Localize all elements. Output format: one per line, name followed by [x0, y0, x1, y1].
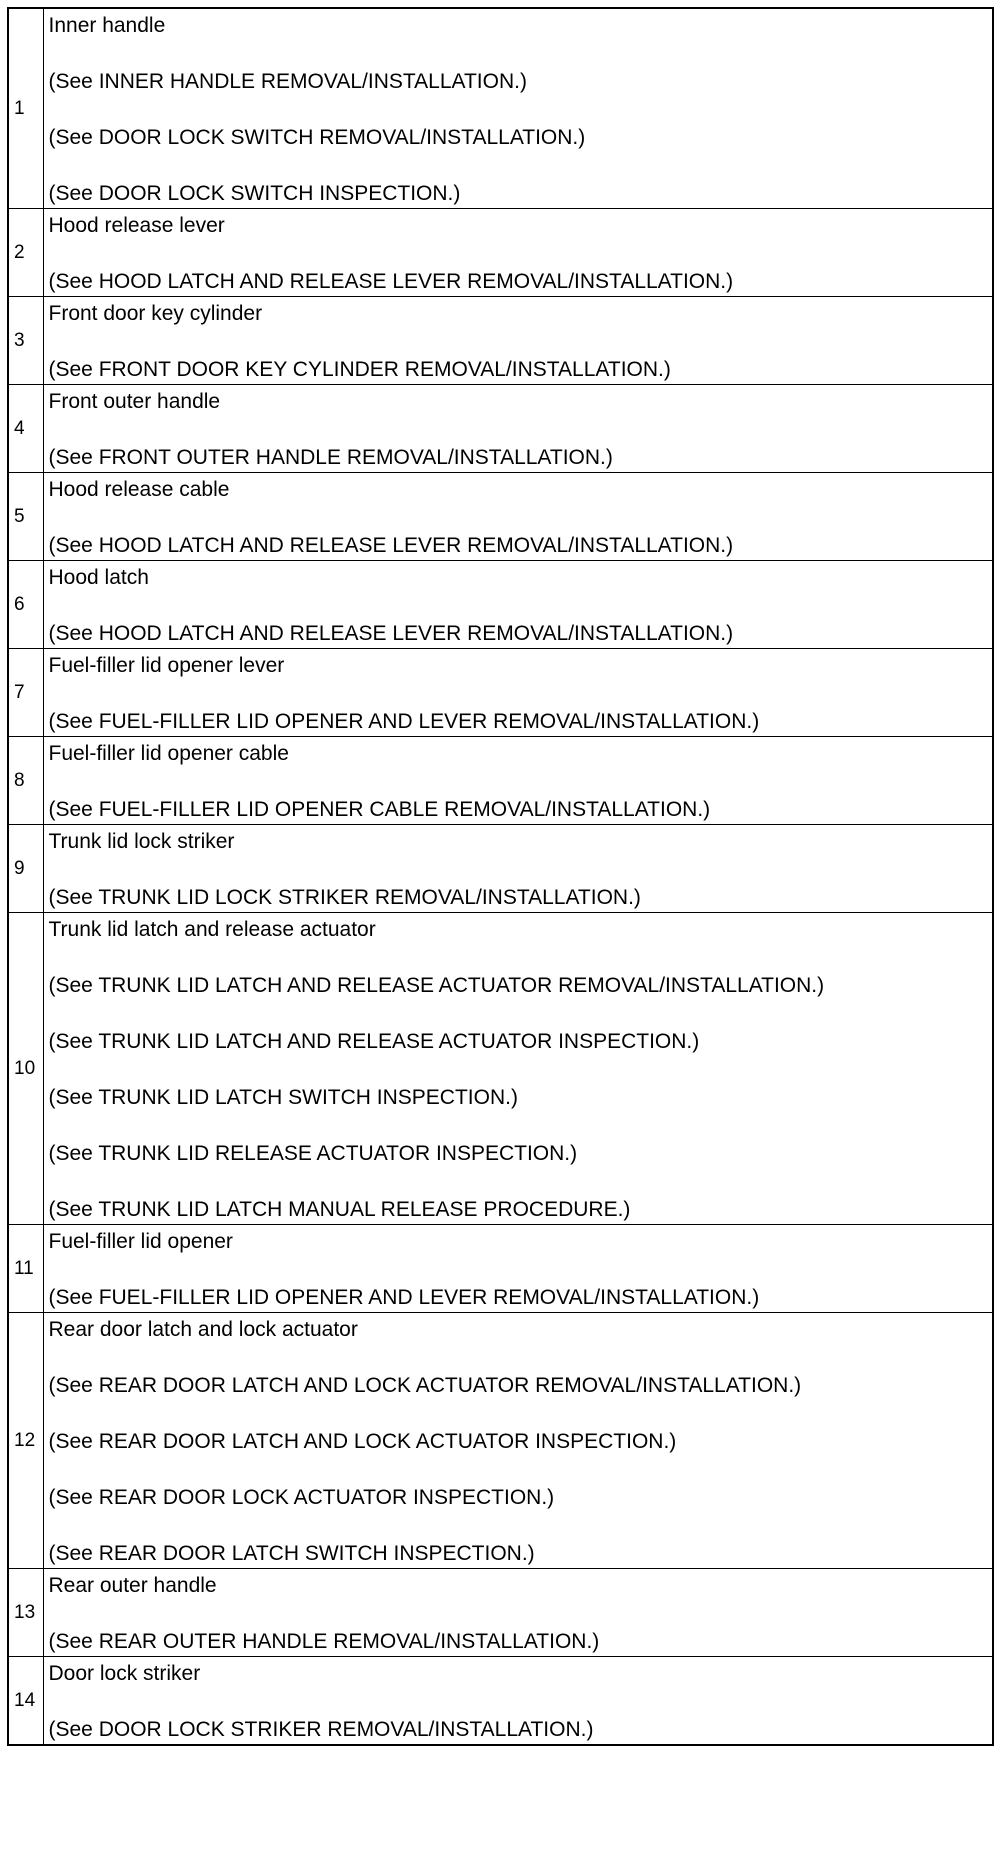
item-description: [43, 561, 993, 649]
component-name: Trunk lid latch and release actuator: [48, 918, 376, 941]
table-row: [8, 1569, 993, 1657]
item-number: 4: [8, 385, 43, 473]
component-name: Inner handle: [48, 14, 166, 37]
table-row: [8, 1657, 993, 1746]
procedure-reference[interactable]: (See HOOD LATCH AND RELEASE LEVER REMOVAL/INSTALLATION.): [48, 270, 734, 293]
procedure-reference[interactable]: (See HOOD LATCH AND RELEASE LEVER REMOVAL/INSTALLATION.): [48, 622, 734, 645]
item-number: 7: [8, 649, 43, 737]
table-row: [8, 385, 993, 473]
table-row: [8, 209, 993, 297]
procedure-reference[interactable]: (See TRUNK LID RELEASE ACTUATOR INSPECTION.): [48, 1142, 578, 1165]
item-number: 14: [8, 1657, 43, 1746]
item-number: 9: [8, 825, 43, 913]
procedure-reference[interactable]: (See HOOD LATCH AND RELEASE LEVER REMOVAL/INSTALLATION.): [48, 534, 734, 557]
procedure-reference[interactable]: (See REAR DOOR LATCH AND LOCK ACTUATOR REMOVAL/INSTALLATION.): [48, 1374, 802, 1397]
component-name: Trunk lid lock striker: [48, 830, 235, 853]
item-description: [43, 737, 993, 825]
item-description: [43, 825, 993, 913]
component-name: Front door key cylinder: [48, 302, 263, 325]
component-name: Fuel-filler lid opener cable: [48, 742, 289, 765]
procedure-reference[interactable]: (See TRUNK LID LATCH SWITCH INSPECTION.): [48, 1086, 518, 1109]
procedure-reference[interactable]: (See FUEL-FILLER LID OPENER CABLE REMOVAL/INSTALLATION.): [48, 798, 711, 821]
item-description: [43, 1657, 993, 1746]
component-name: Door lock striker: [48, 1662, 201, 1685]
item-number: 2: [8, 209, 43, 297]
component-index-table: [7, 7, 994, 1746]
item-description: [43, 297, 993, 385]
procedure-reference[interactable]: (See TRUNK LID LATCH AND RELEASE ACTUATOR INSPECTION.): [48, 1030, 700, 1053]
procedure-reference[interactable]: (See FRONT OUTER HANDLE REMOVAL/INSTALLATION.): [48, 446, 613, 469]
item-description: [43, 8, 993, 209]
item-description: [43, 913, 993, 1225]
procedure-reference[interactable]: (See REAR DOOR LATCH AND LOCK ACTUATOR INSPECTION.): [48, 1430, 677, 1453]
table-row: [8, 8, 993, 209]
table-row: [8, 737, 993, 825]
procedure-reference[interactable]: (See FRONT DOOR KEY CYLINDER REMOVAL/INSTALLATION.): [48, 358, 671, 381]
procedure-reference[interactable]: (See DOOR LOCK STRIKER REMOVAL/INSTALLATION.): [48, 1718, 594, 1741]
procedure-reference[interactable]: (See FUEL-FILLER LID OPENER AND LEVER REMOVAL/INSTALLATION.): [48, 1286, 760, 1309]
item-description: [43, 1569, 993, 1657]
table-row: [8, 561, 993, 649]
procedure-reference[interactable]: (See TRUNK LID LATCH MANUAL RELEASE PROCEDURE.): [48, 1198, 631, 1221]
item-number: 11: [8, 1225, 43, 1313]
component-name: Fuel-filler lid opener lever: [48, 654, 285, 677]
item-number: 12: [8, 1313, 43, 1569]
item-description: [43, 1313, 993, 1569]
item-description: [43, 473, 993, 561]
table-row: [8, 1313, 993, 1569]
item-number: 3: [8, 297, 43, 385]
procedure-reference[interactable]: (See DOOR LOCK SWITCH INSPECTION.): [48, 182, 461, 205]
procedure-reference[interactable]: (See INNER HANDLE REMOVAL/INSTALLATION.): [48, 70, 527, 93]
component-name: Hood release lever: [48, 214, 225, 237]
item-number: 5: [8, 473, 43, 561]
procedure-reference[interactable]: (See FUEL-FILLER LID OPENER AND LEVER REMOVAL/INSTALLATION.): [48, 710, 760, 733]
table-row: [8, 913, 993, 1225]
procedure-reference[interactable]: (See REAR OUTER HANDLE REMOVAL/INSTALLATION.): [48, 1630, 600, 1653]
item-number: 10: [8, 913, 43, 1225]
item-description: [43, 649, 993, 737]
component-name: Rear door latch and lock actuator: [48, 1318, 358, 1341]
component-name: Hood release cable: [48, 478, 230, 501]
component-name: Hood latch: [48, 566, 149, 589]
table-body: [8, 8, 993, 1745]
component-name: Fuel-filler lid opener: [48, 1230, 233, 1253]
procedure-reference[interactable]: (See REAR DOOR LATCH SWITCH INSPECTION.): [48, 1542, 535, 1565]
procedure-reference[interactable]: (See TRUNK LID LATCH AND RELEASE ACTUATOR REMOVAL/INSTALLATION.): [48, 974, 825, 997]
table-row: [8, 473, 993, 561]
item-number: 1: [8, 8, 43, 209]
table-row: [8, 825, 993, 913]
procedure-reference[interactable]: (See TRUNK LID LOCK STRIKER REMOVAL/INSTALLATION.): [48, 886, 641, 909]
table-row: [8, 1225, 993, 1313]
component-name: Rear outer handle: [48, 1574, 217, 1597]
item-description: [43, 209, 993, 297]
procedure-reference[interactable]: (See DOOR LOCK SWITCH REMOVAL/INSTALLATION.): [48, 126, 586, 149]
component-name: Front outer handle: [48, 390, 221, 413]
procedure-reference[interactable]: (See REAR DOOR LOCK ACTUATOR INSPECTION.): [48, 1486, 555, 1509]
item-description: [43, 1225, 993, 1313]
item-number: 6: [8, 561, 43, 649]
item-number: 13: [8, 1569, 43, 1657]
item-number: 8: [8, 737, 43, 825]
table-row: [8, 649, 993, 737]
table-row: [8, 297, 993, 385]
item-description: [43, 385, 993, 473]
